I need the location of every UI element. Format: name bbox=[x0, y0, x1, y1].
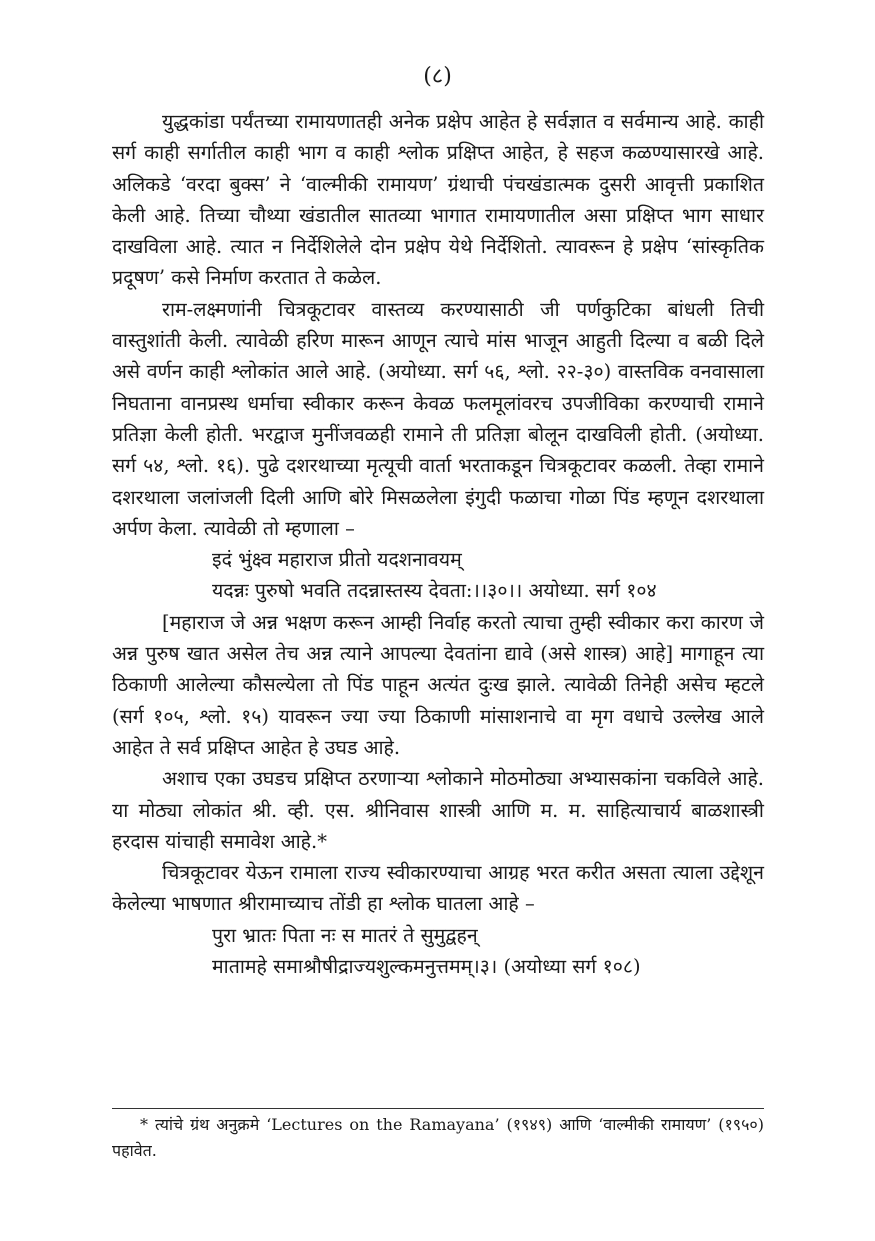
footnote-divider bbox=[112, 1108, 764, 1109]
verse-line: इदं भुंक्ष्व महाराज प्रीतो यदशनावयम् bbox=[212, 548, 462, 572]
verse-line: पुरा भ्रातः पिता नः स मातरं ते सुमुद्वहन् bbox=[212, 923, 478, 947]
paragraph: अशाच एका उघडच प्रक्षिप्त ठरणाऱ्या श्लोकाने मोठमोठ्या अभ्यासकांना चकविले आहे. या मोठ्या लोकांत श्री. व्ही. एस. श्रीनिवास शास्त्री आणि म. म. साहित्याचार्य बाळशास्त्री हरदास यांचाही समावेश आहे.* bbox=[112, 767, 764, 853]
paragraph: चित्रकूटावर येऊन रामाला राज्य स्वीकारण्याचा आग्रह भरत करीत असता त्याला उद्देशून केलेल्या भाषणात श्रीरामाच्याच तोंडी हा श्लोक घातला आहे – bbox=[112, 861, 764, 916]
verse-line: यदन्नः पुरुषो भवति तदन्नास्तस्य देवता:।।३०।। अयोध्या. सर्ग १०४ bbox=[212, 579, 657, 603]
paragraph: [महाराज जे अन्न भक्षण करून आम्ही निर्वाह करतो त्याचा तुम्ही स्वीकार करा कारण जे अन्न पुरुष खात असेल तेच अन्न त्याने आपल्या देवतांना द्यावे (असे शास्त्र) आहे] मागाहून त्या ठिकाणी आलेल्या कौसल्येला तो पिंड पाहून अत्यंत दुःख झाले. त्यावेळी तिनेही असेच म्हटले (सर्ग १०५, श्लो. १५) यावरून ज्या ज्या ठिकाणी मांसाशनाचे वा मृग वधाचे उल्लेख आले आहेत ते सर्व प्रक्षिप्त आहेत हे उघड आहे. bbox=[112, 610, 764, 759]
page-number: (८) bbox=[423, 64, 452, 89]
paragraph: राम-लक्ष्मणांनी चित्रकूटावर वास्तव्य करण्यासाठी जी पर्णकुटिका बांधली तिची वास्तुशांती केली. त्यावेळी हरिण मारून आणून त्याचे मांस भाजून आहुती दिल्या व बळी दिले असे वर्णन काही श्लोकांत आले आहे. (अयोध्या. सर्ग ५६, श्लो. २२-३०) वास्तविक वनवासाला निघताना वानप्रस्थ धर्माचा स्वीकार करून केवळ फलमूलांवरच उपजीविका करण्याची रामाने प्रतिज्ञा केली होती. भरद्वाज मुनींजवळही रामाने ती प्रतिज्ञा बोलून दाखविली होती. (अयोध्या. सर्ग ५४, श्लो. १६). पुढे दशरथाच्या मृत्यूची वार्ता भरताकडून चित्रकूटावर कळली. तेव्हा रामाने दशरथाला जलांजली दिली आणि बोरे मिसळलेला इंगुदी फळाचा गोळा पिंड म्हणून दशरथाला अर्पण केला. त्यावेळी तो म्हणाला – bbox=[112, 297, 764, 540]
verse-line: मातामहे समाश्रौषीद्राज्यशुल्कमनुत्तमम्।३। (अयोध्या सर्ग १०८) bbox=[212, 955, 641, 979]
sanskrit-verse bbox=[112, 544, 764, 607]
footnote: * त्यांचे ग्रंथ अनुक्रमे ‘Lectures on the Ramayana’ (१९४९) आणि ‘वाल्मीकी रामायण’ (१९५०) पहावेत. bbox=[112, 1115, 764, 1160]
sanskrit-verse bbox=[112, 920, 764, 983]
paragraph: युद्धकांडा पर्यंतच्या रामायणातही अनेक प्रक्षेप आहेत हे सर्वज्ञात व सर्वमान्य आहे. काही सर्ग काही सर्गातील काही भाग व काही श्लोक प्रक्षिप्त आहेत, हे सहज कळण्यासारखे आहे. अलिकडे ‘वरदा बुक्स’ ने ‘वाल्मीकी रामायण’ ग्रंथाची पंचखंडात्मक दुसरी आवृत्ती प्रकाशित केली आहे. तिच्या चौथ्या खंडातील सातव्या भागात रामायणातील असा प्रक्षिप्त भाग साधार दाखविला आहे. त्यात न निर्देशिलेले दोन प्रक्षेप येथे निर्देशितो. त्यावरून हे प्रक्षेप ‘सांस्कृतिक प्रदूषण’ कसे निर्माण करतात ते कळेल. bbox=[112, 110, 764, 290]
body-text bbox=[112, 106, 764, 982]
